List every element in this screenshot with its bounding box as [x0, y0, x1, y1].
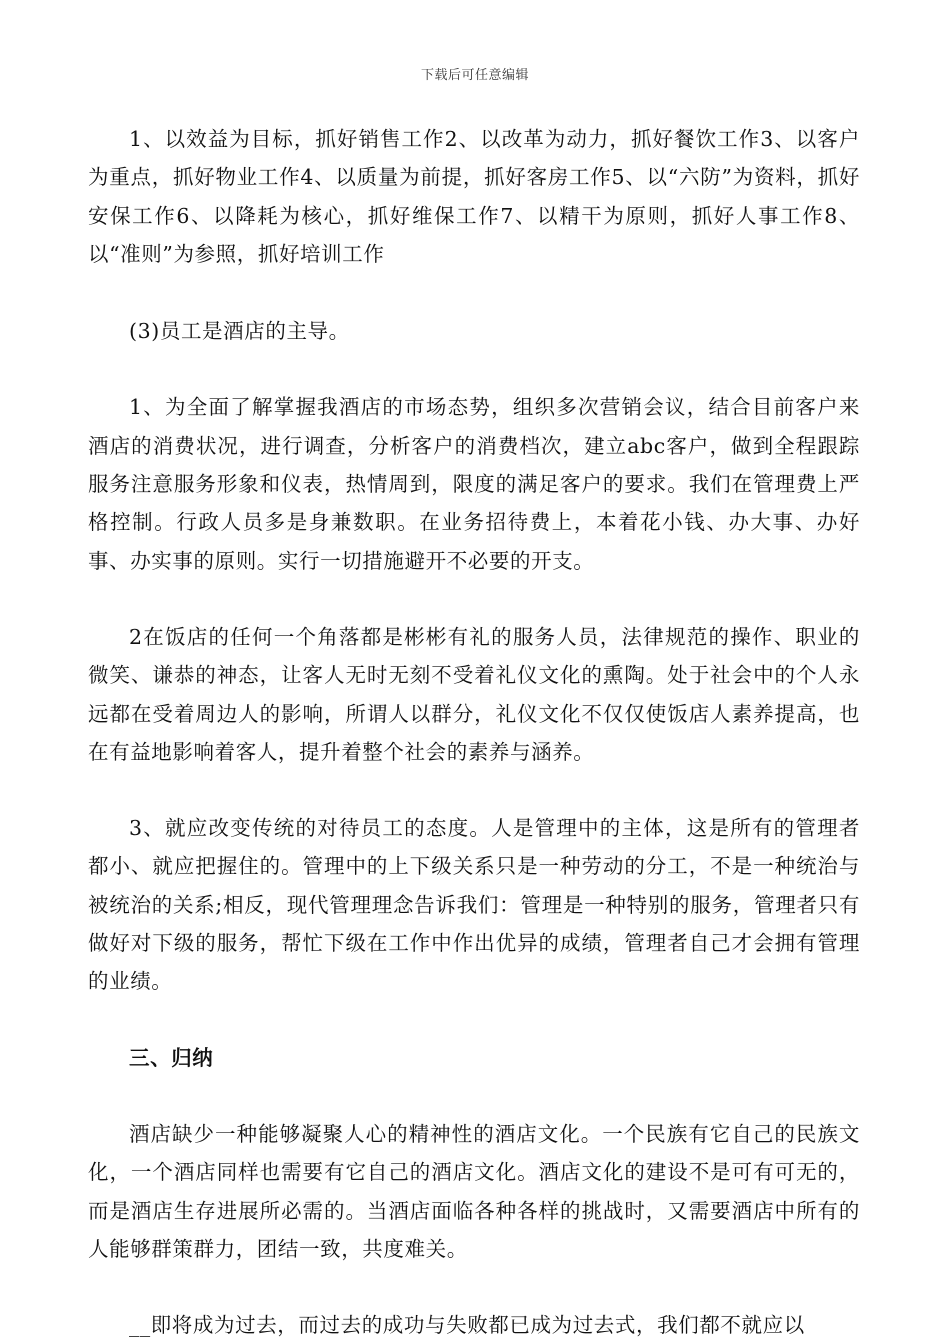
paragraph-staff-leading: (3)员工是酒店的主导。	[129, 319, 350, 344]
paragraph-etiquette-culture: 2在饭店的任何一个角落都是彬彬有礼的服务人员，法律规范的操作、职业的微笑、谦恭的神态，让客人无时无刻不受着礼仪文化的熏陶。处于社会中的个人永远都在受着周边人的影响，所谓人以群分，礼仪文化不仅仅使饭店人素养提高，也在有益地影响着客人，提升着整个社会的素养与涵养。	[88, 624, 860, 764]
document-body	[88, 113, 860, 1344]
paragraph-hotel-culture: 酒店缺少一种能够凝聚人心的精神性的酒店文化。一个民族有它自己的民族文化，一个酒店同样也需要有它自己的酒店文化。酒店文化的建设不是可有可无的，而是酒店生存进展所必需的。当酒店面临各种各样的挑战时，又需要酒店中所有的人能够群策群力，团结一致，共度难关。	[88, 1121, 860, 1261]
paragraph-past-success: __即将成为过去，而过去的成功与失败都已成为过去式，我们都不就应以	[129, 1313, 805, 1338]
paragraph-market-marketing: 1、为全面了解掌握我酒店的市场态势，组织多次营销会议，结合目前客户来酒店的消费状况，进行调查，分析客户的消费档次，建立abc客户，做到全程跟踪服务注意服务形象和仪表，热情周到，限度的满足客户的要求。我们在管理费上严格控制。行政人员多是身兼数职。在业务招待费上，本着花小钱、办大事、办好事、办实事的原则。实行一切措施避开不必要的开支。	[88, 395, 860, 573]
section-heading-summary: 三、归纳	[129, 1045, 214, 1070]
paragraph-work-goals: 1、以效益为目标，抓好销售工作2、以改革为动力，抓好餐饮工作3、以客户为重点，抓好物业工作4、以质量为前提，抓好客房工作5、以“六防”为资料，抓好安保工作6、以降耗为核心，抓好维保工作7、以精干为原则，抓好人事工作8、以“准则”为参照，抓好培训工作	[88, 127, 860, 266]
paragraph-staff-attitude: 3、就应改变传统的对待员工的态度。人是管理中的主体，这是所有的管理者都小、就应把握住的。管理中的上下级关系只是一种劳动的分工，不是一种统治与被统治的关系;相反，现代管理理念告诉我们：管理是一种特别的服务，管理者只有做好对下级的服务，帮忙下级在工作中作出优异的成绩，管理者自己才会拥有管理的业绩。	[88, 816, 860, 994]
page-header: 下载后可任意编辑	[420, 68, 529, 83]
